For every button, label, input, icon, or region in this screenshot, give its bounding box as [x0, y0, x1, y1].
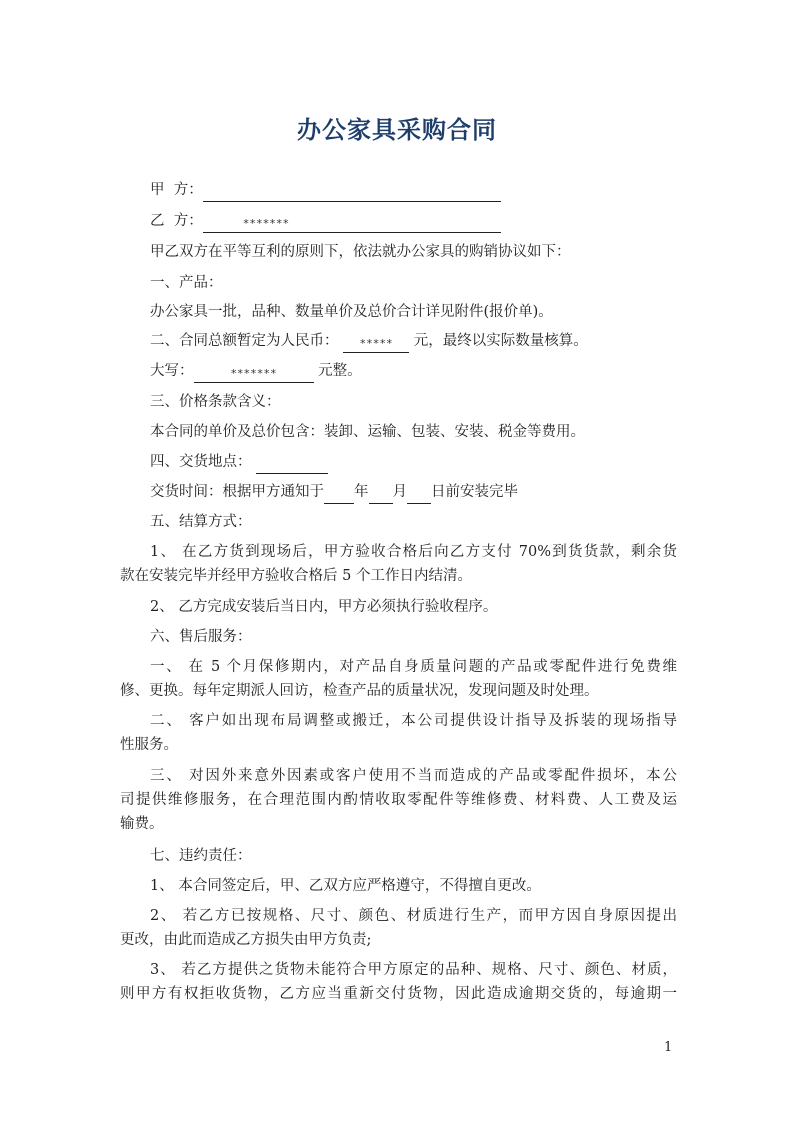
- s7-item-3-line-2: 则甲方有权拒收货物，乙方应当重新交付货物，因此造成逾期交货的，每逾期一: [120, 986, 677, 1002]
- s6-item-3-line-2: 司提供维修服务，在合理范围内酌情收取零配件等维修费、材料费、人工费及运: [120, 792, 677, 808]
- s6-item-3-line-1: 三、 对因外来意外因素或客户使用不当而造成的产品或零配件损坏，本公: [150, 768, 677, 784]
- s2-prefix: 二、合同总额暂定为人民币：: [150, 333, 339, 349]
- s2-suffix: 元，最终以实际数量核算。: [413, 333, 588, 349]
- s7-item-1: 1、 本合同签定后，甲、乙双方应严格遵守，不得擅自更改。: [150, 878, 541, 894]
- s4-heading: 四、交货地点：: [150, 454, 252, 470]
- page-number: 1: [664, 1040, 673, 1055]
- year-label: 年: [354, 484, 369, 500]
- caps-suffix: 元整。: [318, 363, 362, 379]
- time-prefix: 交货时间：根据甲方通知于: [150, 484, 324, 500]
- party-b-line: [150, 209, 677, 233]
- caps-label: 大写：: [150, 363, 194, 379]
- s5-item-1-line-1: 1、 在乙方货到现场后，甲方验收合格后向乙方支付 70%到货货款，剩余货: [150, 544, 677, 560]
- s3-text: 本合同的单价及总价包含：装卸、运输、包装、安装、税金等费用。: [150, 424, 585, 440]
- s5-item-1-line-2: 款在安装完毕并经甲方验收合格后 5 个工作日内结清。: [120, 568, 472, 584]
- s1-heading: 一、产品：: [150, 275, 223, 291]
- s6-item-2-line-2: 性服务。: [120, 737, 178, 753]
- caps-field: *******: [194, 363, 314, 383]
- place-field: [256, 454, 328, 474]
- day-suffix: 日前安装完毕: [431, 484, 518, 500]
- intro: 甲乙双方在平等互利的原则下，依法就办公家具的购销协议如下：: [150, 244, 571, 260]
- month-label: 月: [392, 484, 407, 500]
- document-title: 办公家具采购合同: [297, 116, 497, 144]
- s6-item-1-line-1: 一、 在 5 个月保修期内，对产品自身质量问题的产品或零配件进行免费维: [150, 659, 677, 675]
- s1-text: 办公家具一批，品种、数量单价及总价合计详见附件(报价单)。: [150, 304, 553, 320]
- s6-item-1-line-2: 修、更换。每年定期派人回访，检查产品的质量状况，发现问题及时处理。: [120, 683, 599, 699]
- s6-item-2-line-1: 二、 客户如出现布局调整或搬迁，本公司提供设计指导及拆装的现场指导: [150, 713, 677, 729]
- s4-place-line: [150, 450, 677, 474]
- s7-heading: 七、违约责任：: [150, 848, 252, 864]
- s2-caps-line: [150, 359, 677, 383]
- party-a-label: 甲 方：: [150, 182, 203, 198]
- party-b-label: 乙 方：: [150, 213, 203, 229]
- s2-amount-line: [150, 329, 677, 353]
- s5-item-2: 2、 乙方完成安装后当日内，甲方必须执行验收程序。: [150, 599, 498, 615]
- s7-item-2-line-2: 更改，由此而造成乙方损失由甲方负责;: [120, 932, 372, 948]
- party-a-field: [203, 182, 501, 202]
- s5-heading: 五、结算方式：: [150, 514, 252, 530]
- party-b-field: *******: [203, 213, 501, 233]
- s6-item-3-line-3: 输费。: [120, 816, 164, 832]
- amount-field: *****: [343, 333, 409, 353]
- s7-item-3-line-1: 3、 若乙方提供之货物未能符合甲方原定的品种、规格、尺寸、颜色、材质，: [150, 962, 677, 978]
- s6-heading: 六、售后服务：: [150, 629, 252, 645]
- s7-item-2-line-1: 2、 若乙方已按规格、尺寸、颜色、材质进行生产，而甲方因自身原因提出: [150, 908, 677, 924]
- s3-heading: 三、价格条款含义：: [150, 394, 281, 410]
- party-a-line: [150, 178, 677, 202]
- s4-time-line: [150, 480, 677, 504]
